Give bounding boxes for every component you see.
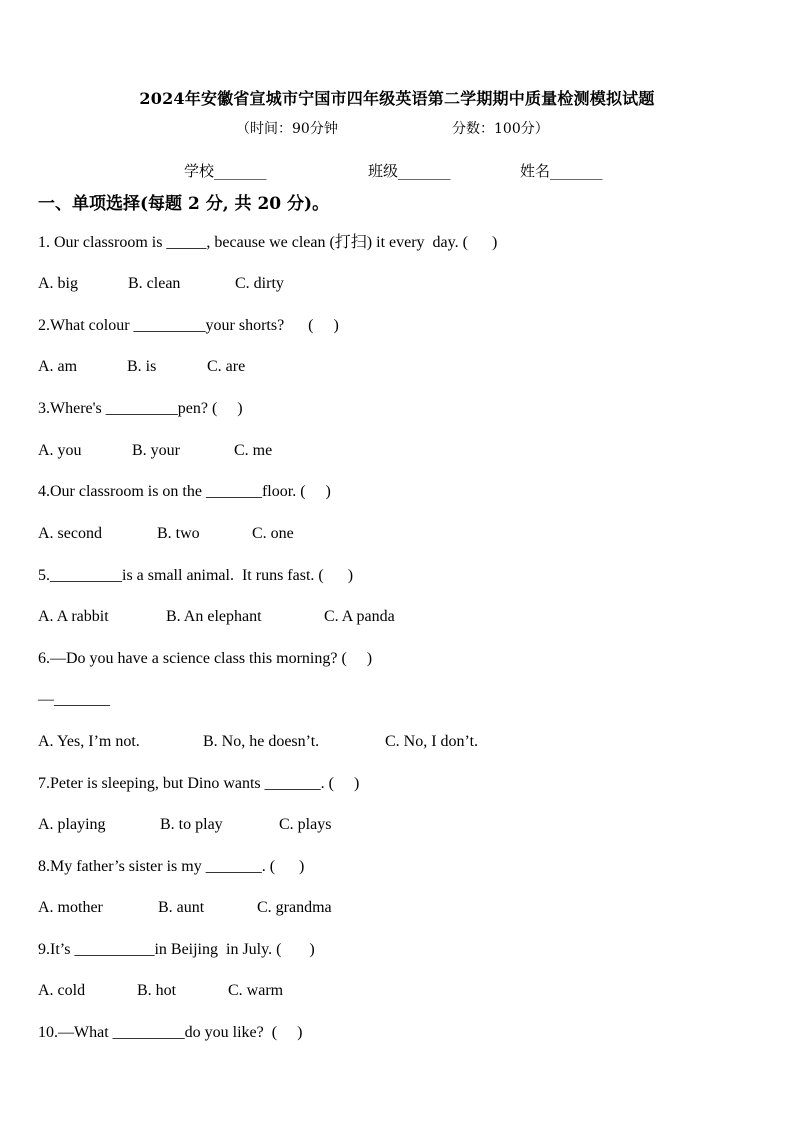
question-3: 3.Where's _________pen? ( ) xyxy=(38,400,243,417)
option-b[interactable]: B. aunt xyxy=(158,899,205,916)
option-c[interactable]: C. warm xyxy=(228,982,284,999)
school-field[interactable]: 学校_______ xyxy=(184,162,267,180)
exam-title: 2024年安徽省宣城市宁国市四年级英语第二学期期中质量检测模拟试题 xyxy=(139,89,655,108)
question-5: 5._________is a small animal. It runs fast. ( ) xyxy=(38,567,354,584)
question-8: 8.My father’s sister is my _______. ( ) xyxy=(38,858,305,875)
question-2: 2.What colour _________your shorts? ( ) xyxy=(38,317,339,334)
name-field[interactable]: 姓名_______ xyxy=(520,162,603,180)
option-c[interactable]: C. one xyxy=(252,525,294,542)
question-10: 10.—What _________do you like? ( ) xyxy=(38,1024,303,1041)
student-info xyxy=(0,160,794,180)
question-6: 6.—Do you have a science class this morning? ( ) xyxy=(38,650,373,667)
option-b[interactable]: B. is xyxy=(127,358,157,375)
option-c[interactable]: C. grandma xyxy=(257,899,332,916)
option-b[interactable]: B. No, he doesn’t. xyxy=(203,733,320,750)
option-a[interactable]: A. mother xyxy=(38,899,103,916)
question-9: 9.It’s __________in Beijing in July. ( ) xyxy=(38,941,315,958)
question-7: 7.Peter is sleeping, but Dino wants _______. ( ) xyxy=(38,775,360,792)
question-6-answer-line[interactable]: —_______ xyxy=(38,691,110,708)
option-a[interactable]: A. cold xyxy=(38,982,86,999)
option-b[interactable]: B. clean xyxy=(128,275,181,292)
option-b[interactable]: B. two xyxy=(157,525,200,542)
time-limit: （时间：90分钟 xyxy=(236,121,338,137)
option-b[interactable]: B. hot xyxy=(137,982,177,999)
option-a[interactable]: A. Yes, I’m not. xyxy=(38,733,140,750)
section-heading: 一、单项选择(每题 2 分, 共 20 分)。 xyxy=(38,194,330,214)
option-b[interactable]: B. your xyxy=(132,442,180,459)
total-score: 分数：100分） xyxy=(452,121,549,137)
option-b[interactable]: B. An elephant xyxy=(166,608,262,625)
option-c[interactable]: C. are xyxy=(207,358,246,375)
question-1: 1. Our classroom is _____, because we clean (打扫) it every day. ( ) xyxy=(38,234,498,251)
option-a[interactable]: A. A rabbit xyxy=(38,608,109,625)
question-4: 4.Our classroom is on the _______floor. ( ) xyxy=(38,483,331,500)
option-c[interactable]: C. No, I don’t. xyxy=(385,733,479,750)
exam-meta xyxy=(0,118,794,138)
option-a[interactable]: A. big xyxy=(38,275,78,292)
class-field[interactable]: 班级_______ xyxy=(368,162,451,180)
option-c[interactable]: C. me xyxy=(234,442,273,459)
option-a[interactable]: A. second xyxy=(38,525,102,542)
option-c[interactable]: C. A panda xyxy=(324,608,395,625)
option-a[interactable]: A. playing xyxy=(38,816,106,833)
option-a[interactable]: A. you xyxy=(38,442,82,459)
option-a[interactable]: A. am xyxy=(38,358,78,375)
option-c[interactable]: C. dirty xyxy=(235,275,284,292)
option-c[interactable]: C. plays xyxy=(279,816,332,833)
option-b[interactable]: B. to play xyxy=(160,816,223,833)
